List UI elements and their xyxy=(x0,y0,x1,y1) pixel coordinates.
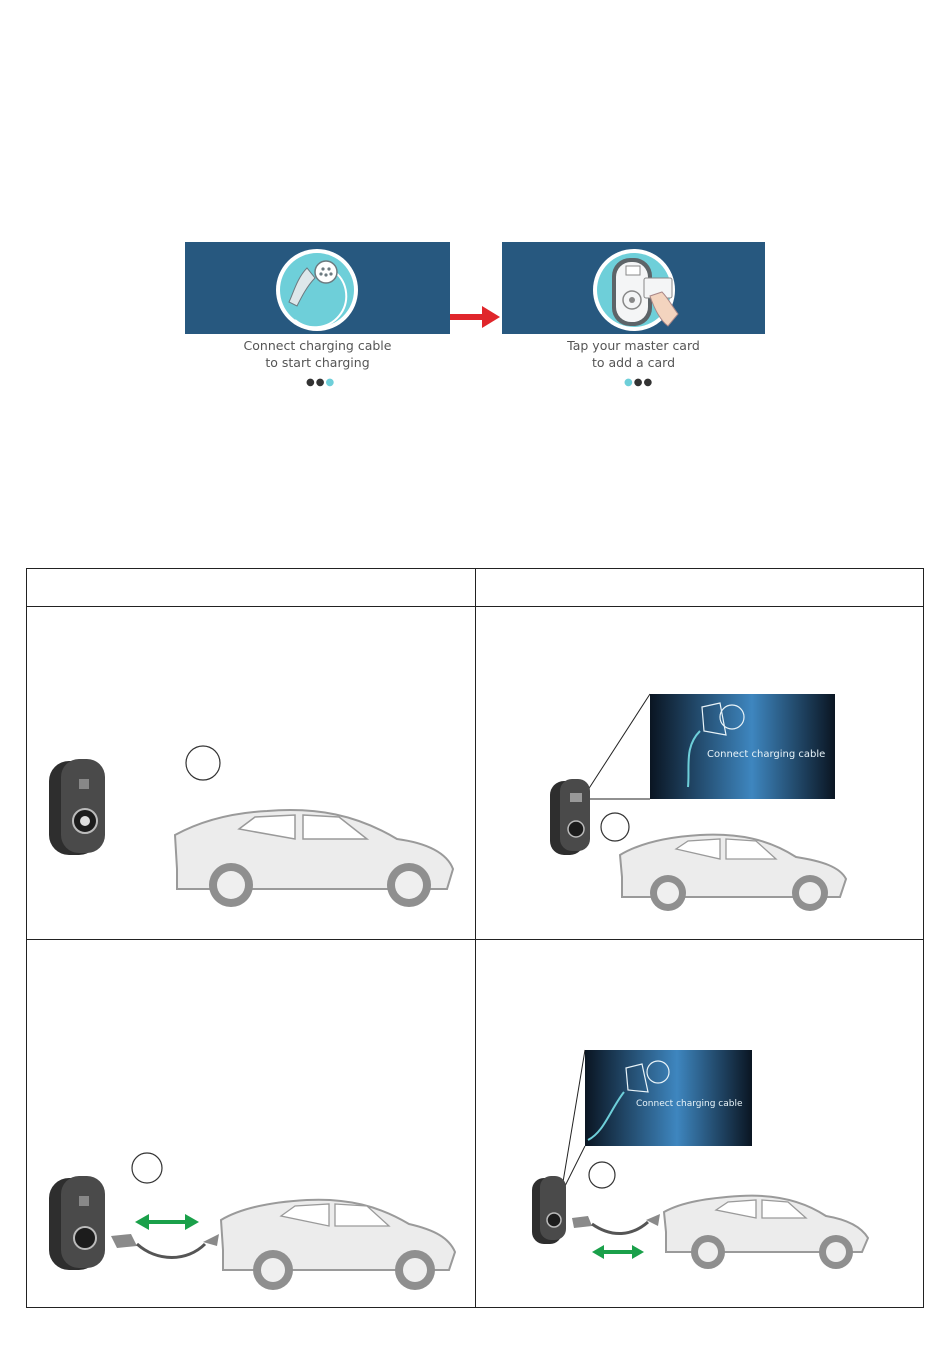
flow-caption-1 xyxy=(185,337,450,371)
flow-caption-2 xyxy=(502,337,765,371)
caption-line: Tap your master card xyxy=(567,338,700,353)
wallbox-charger-icon xyxy=(49,1176,105,1270)
car-icon xyxy=(175,810,453,907)
car-icon xyxy=(664,1196,868,1269)
charger-screen-text: Connect charging cable xyxy=(636,1099,743,1109)
charging-cable-icon xyxy=(572,1214,660,1234)
charging-plug-icon xyxy=(185,242,450,334)
charger-screen-text: Connect charging cable xyxy=(707,749,826,760)
step-number-circle xyxy=(589,1162,615,1188)
table-cell-3-illustration xyxy=(27,940,475,1308)
card-tap-icon xyxy=(502,242,765,334)
car-icon xyxy=(221,1200,455,1290)
double-arrow-icon xyxy=(135,1214,199,1230)
charger-screen xyxy=(585,1050,752,1146)
charger-screen xyxy=(650,694,835,799)
flow-arrow-icon xyxy=(450,305,502,329)
flow-panel-1 xyxy=(185,242,450,334)
carousel-dots: ●●● xyxy=(624,377,654,388)
caption-line: to start charging xyxy=(265,355,370,370)
step-number-circle xyxy=(186,746,220,780)
caption-line: Connect charging cable xyxy=(243,338,392,353)
wallbox-charger-icon xyxy=(49,759,105,855)
double-arrow-icon xyxy=(592,1245,644,1259)
wallbox-charger-icon xyxy=(532,1176,566,1244)
flow-panel-2 xyxy=(502,242,765,334)
wallbox-charger-icon xyxy=(550,779,590,855)
step-number-circle xyxy=(601,813,629,841)
table-cell-1-illustration xyxy=(27,607,475,939)
table-cell-4-illustration xyxy=(476,940,924,1308)
charging-cable-icon xyxy=(111,1234,219,1258)
caption-line: to add a card xyxy=(591,355,676,370)
table-cell-2-illustration xyxy=(476,607,924,939)
car-icon xyxy=(620,835,846,911)
carousel-dots: ●●● xyxy=(306,377,336,388)
step-number-circle xyxy=(132,1153,162,1183)
